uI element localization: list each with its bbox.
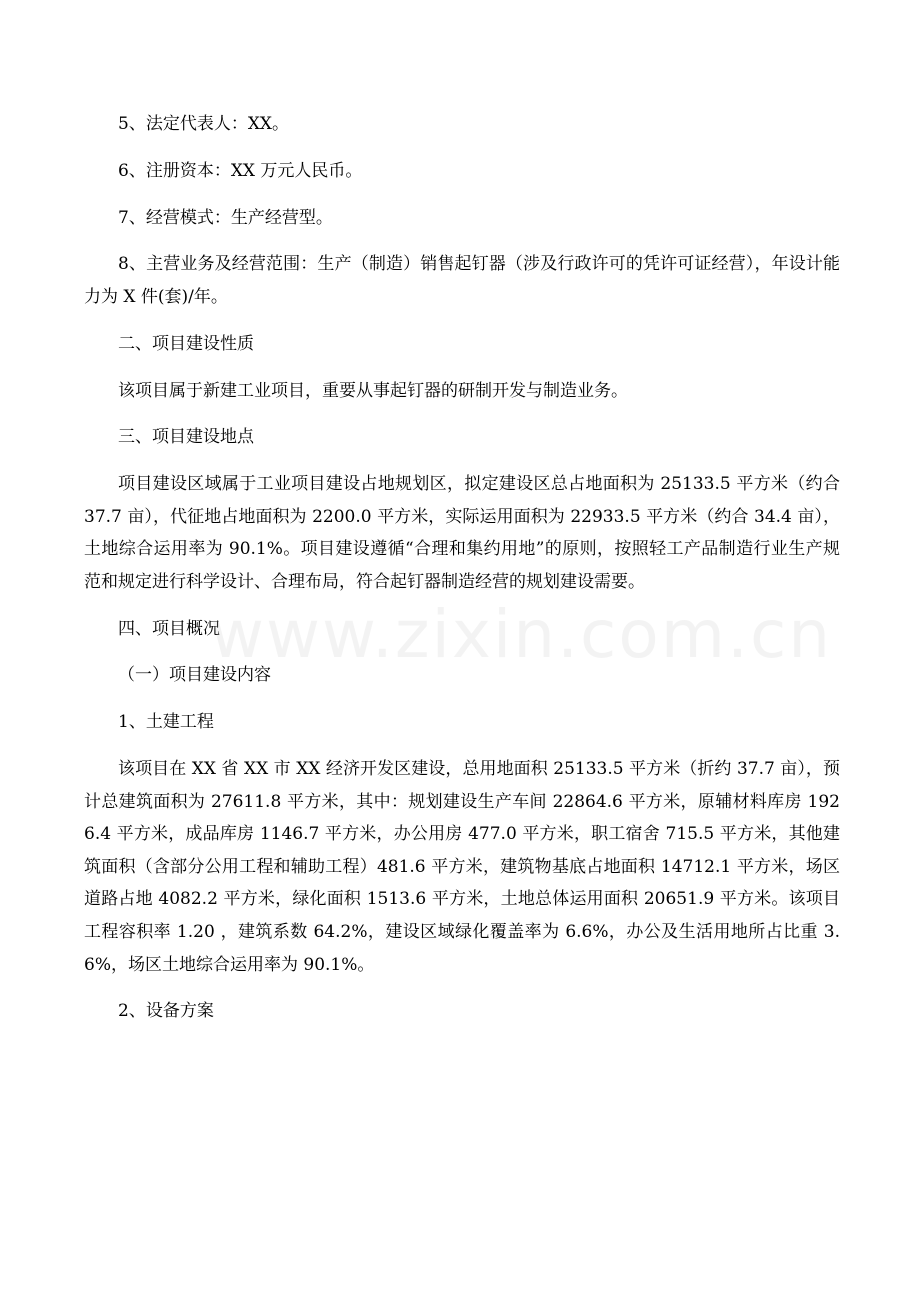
paragraph-location: 项目建设区域属于工业项目建设占地规划区，拟定建设区总占地面积为 25133.5 平方米（约合 37.7 亩），代征地占地面积为 2200.0 平方米，实际运用面积为 22933.5 平方米（约合 34.4 亩），土地综合运用率为 90.1%。项目建设遵循“合理和集约用地”的原则，按照轻工产品制造行业生产规范和规定进行科学设计、合理布局，符合起钉器制造经营的规划建设需要。 [84,474,840,592]
item-business-scope: 8、主营业务及经营范围：生产（制造）销售起钉器（涉及行政许可的凭许可证经营），年设计能力为 X 件(套)/年。 [84,254,840,307]
item-business-model: 7、经营模式：生产经营型。 [118,207,333,228]
section-heading-nature: 二、项目建设性质 [118,333,254,354]
item-registered-capital: 6、注册资本：XX 万元人民币。 [118,160,363,181]
item-legal-representative: 5、法定代表人：XX。 [118,114,290,134]
document-body [84,108,840,1028]
subsection-heading-content: （一）项目建设内容 [118,665,271,686]
section-heading-location: 三、项目建设地点 [118,427,254,448]
section-heading-overview: 四、项目概况 [118,618,220,639]
item-heading-civil-works: 1、土建工程 [118,712,214,733]
paragraph-civil-works: 该项目在 XX 省 XX 市 XX 经济开发区建设，总用地面积 25133.5 平方米（折约 37.7 亩），预计总建筑面积为 27611.8 平方米，其中：规划建设生产车间 22864.6 平方米，原辅材料库房 1926.4 平方米，成品库房 1146.7 平方米，办公用房 477.0 平方米，职工宿舍 715.5 平方米，其他建筑面积（含部分公用工程和辅助工程）481.6 平方米，建筑物基底占地面积 14712.1 平方米，场区道路占地 4082.2 平方米，绿化面积 1513.6 平方米，土地总体运用面积 20651.9 平方米。该项目工程容积率 1.20 ，建筑系数 64.2%，建设区域绿化覆盖率为 6.6%，办公及生活用地所占比重 3.6%，场区土地综合运用率为 90.1%。 [84,758,840,975]
paragraph-nature: 该项目属于新建工业项目，重要从事起钉器的研制开发与制造业务。 [118,380,628,401]
watermark: www.zixin.com.cn [210,596,833,673]
item-heading-equipment: 2、设备方案 [118,1001,214,1022]
